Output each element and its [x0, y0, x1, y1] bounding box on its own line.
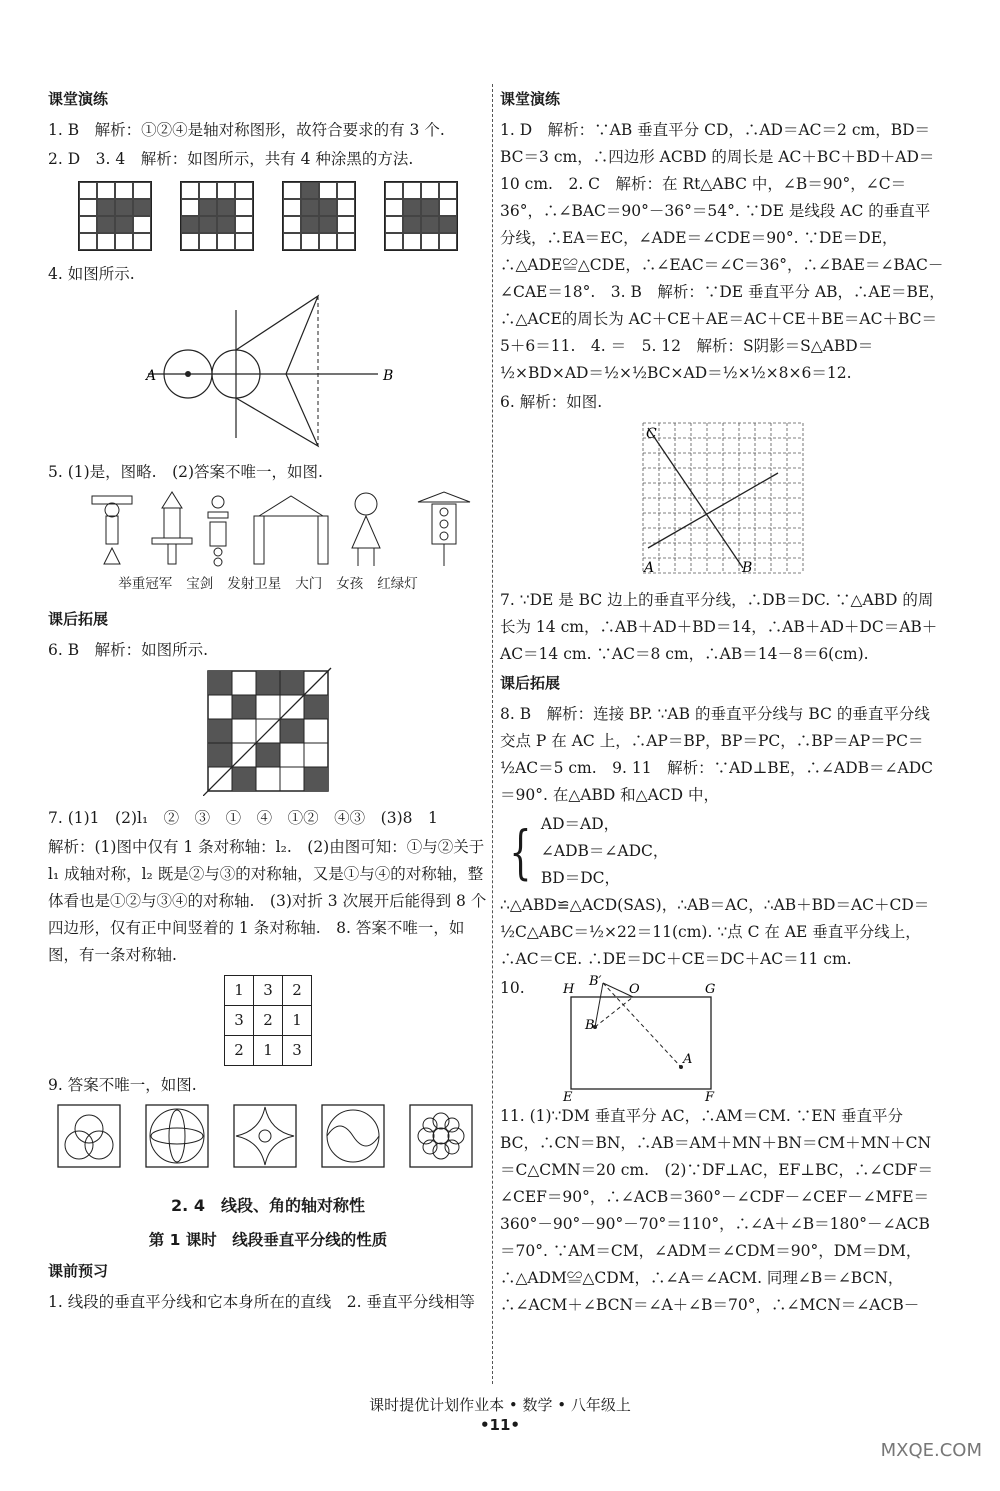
answer-1: 1. B 解析：①②④是轴对称图形，故符合要求的有 3 个. [48, 121, 445, 139]
rect-label-h: H [562, 982, 574, 997]
grid-4 [384, 181, 458, 251]
lesson-title: 第 1 课时 线段垂直平分线的性质 [148, 1231, 388, 1249]
icon-label-2: 宝剑 [186, 576, 214, 592]
right-column [500, 84, 945, 1321]
icon-label-1: 举重冠军 [118, 576, 173, 592]
grid-1 [78, 181, 152, 251]
eq-3: BD＝DC， [540, 869, 621, 887]
symmetric-icons-figure [48, 488, 488, 568]
cell: 2 [254, 1006, 283, 1036]
eq-1: AD＝AD， [540, 815, 620, 833]
cell: 3 [225, 1006, 254, 1036]
rect-label-a: A [682, 1052, 693, 1067]
icon-label-5: 女孩 [336, 576, 364, 592]
answer-9: 9. 答案不唯一，如图. [48, 1076, 197, 1094]
grid-label-a: A [643, 560, 654, 576]
grid-2 [180, 181, 254, 251]
cell: 3 [254, 976, 283, 1006]
checker-figure [48, 666, 488, 805]
preview-answers: 1. 线段的垂直平分线和它本身所在的直线 2. 垂直平分线相等 [48, 1293, 475, 1311]
eq-2: ∠ADB＝∠ADC， [540, 842, 669, 860]
heading-classroom-right: 课堂演练 [500, 90, 561, 108]
watermark: MXQE.COM [880, 1440, 982, 1461]
heading-extension: 课后拓展 [48, 610, 109, 628]
answer-9-cont: ∴△ABD≌△ACD(SAS)，∴AB＝AC，∴AB＋BD＝AC＋CD＝½C△ABC＝½×22＝11(cm). ∵点 C 在 AE 垂直平分线上，∴AC＝CE. ∴DE＝DC＋CE＝DC＋AC＝11 cm. [500, 896, 930, 968]
q10-label: 10. [500, 979, 525, 997]
icon-label-6: 红绿灯 [377, 576, 418, 592]
cell: 1 [254, 1036, 283, 1066]
heading-extension-right: 课后拓展 [500, 674, 561, 692]
cell: 2 [225, 1036, 254, 1066]
answer-7: 7. (1)1 (2)l₁ ② ③ ① ④ ①② ④③ (3)8 1 [48, 809, 438, 827]
section-title: 2. 4 线段、角的轴对称性 [171, 1196, 365, 1215]
left-column [48, 84, 488, 1318]
answer-7-explain: 解析：(1)图中仅有 1 条对称轴：l₂. (2)由图可知：①与②关于 l₁ 成轴对称，l₂ 既是②与③的对称轴，又是①与④的对称轴，整体看也是①②与③④的对称轴. (3)对折 3 次展开后能得到 8 个四边形，仅有正中间竖着的 1 条对称轴. 8. 答案不唯一，如图，有一条对称轴. [48, 838, 487, 964]
column-divider [492, 84, 493, 1384]
page-number: •11• [479, 1416, 521, 1434]
icon-labels [48, 571, 488, 598]
brace: { [509, 817, 532, 886]
page-footer: 课时提优计划作业本 • 数学 • 八年级上 [369, 1396, 631, 1414]
checker-svg [203, 666, 333, 796]
answer-6: 6. B 解析：如图所示. [48, 641, 209, 659]
equation-system [500, 811, 945, 892]
number-grid [224, 975, 312, 1066]
answers-1-5: 1. D 解析：∵AB 垂直平分 CD，∴AD＝AC＝2 cm，BD＝BC＝3 cm，∴四边形 ACBD 的周长是 AC＋BC＋BD＋AD＝10 cm. 2. C 解析：在 Rt△ABC 中，∠B＝90°，∠C＝36°，∴∠BAC＝90°－36°＝54°. ∵DE 是线段 AC 的垂直平分线，∴EA＝EC，∠ADE＝∠CDE＝90°. ∵DE＝DE，∴△ADE≌△CDE，∴∠EAC＝∠C＝36°，∴∠BAE＝∠BAC－∠CAE＝18°. 3. B 解析：∵DE 垂直平分 AB，∴AE＝BE，∴△ACE的周长为 AC＋CE＋AE＝AC＋CE＋BE＝AC＋BC＝5＋6＝11. 4. ＝ 5. 12 解析：S阴影＝S△ABD＝½×BD×AD＝½×½BC×AD＝½×½×8×6＝12. [500, 121, 945, 382]
answers-8-9: 8. B 解析：连接 BP. ∵AB 的垂直平分线与 BC 的垂直平分线交点 P 在 AC 上，∴AP＝BP，BP＝PC，∴BP＝AP＝PC＝½AC＝5 cm. 9. 11 解析：∵AD⊥BE，∴∠ADB＝∠ADC＝90°. 在△ABD 和△ACD 中， [500, 705, 933, 804]
answer-2-3: 2. D 3. 4 解析：如图所示，共有 4 种涂黑的方法. [48, 150, 414, 168]
answer-7-right: 7. ∵DE 是 BC 边上的垂直平分线，∴DB＝DC. ∵△ABD 的周长为 14 cm，∴AB＋AD＋BD＝14，∴AB＋AD＋DC＝AB＋AC＝14 cm. ∵AC＝8 cm，∴AB＝14－8＝6(cm). [500, 591, 938, 663]
svg-text:A: A [146, 368, 157, 384]
answer-6-right: 6. 解析：如图. [500, 393, 603, 411]
rectangle-figure [533, 975, 733, 1103]
number-grid-figure [48, 975, 488, 1066]
grid-3 [282, 181, 356, 251]
icon-label-3: 发射卫星 [227, 576, 282, 592]
cell: 1 [225, 976, 254, 1006]
rect-label-f: F [704, 1090, 714, 1103]
heading-preview: 课前预习 [48, 1262, 109, 1280]
dashed-grid-figure [500, 418, 945, 587]
dashed-grid-svg [638, 418, 808, 578]
rect-label-g: G [704, 982, 716, 997]
pattern-figures [48, 1101, 488, 1171]
rect-label-b1: B′ [588, 975, 602, 989]
heading-classroom: 课堂演练 [48, 90, 109, 108]
rect-label-e: E [562, 1090, 573, 1103]
icon-label-4: 大门 [295, 576, 323, 592]
answer-10 [500, 975, 945, 1103]
rect-label-b: B [584, 1018, 595, 1033]
answer-5: 5. (1)是，图略. (2)答案不唯一，如图. [48, 463, 323, 481]
answer-4: 4. 如图所示. [48, 265, 135, 283]
shading-grids [48, 181, 488, 251]
cell: 2 [283, 976, 312, 1006]
grid-label-b: B [741, 560, 752, 576]
cell: 1 [283, 1006, 312, 1036]
grid-label-c: C [645, 426, 657, 442]
cell: 3 [283, 1036, 312, 1066]
answer-11: 11. (1)∵DM 垂直平分 AC，∴AM＝CM. ∵EN 垂直平分 BC，∴CN＝BN，∴AB＝AM＋MN＋BN＝CM＋MN＋CN＝C△CMN＝20 cm. (2)∵DF⊥AC，EF⊥BC，∴∠CDF＝∠CEF＝90°，∴∠ACB＝360°－∠CDF－∠CEF－∠MFE＝360°－90°－90°－70°＝110°，∴∠A＋∠B＝180°－∠ACB＝70°. ∵AM＝CM，∠ADM＝∠CDM＝90°，DM＝DM，∴△ADM≌△CDM，∴∠A＝∠ACM. 同理∠B＝∠BCN，∴∠ACM＋∠BCN＝∠A＋∠B＝70°，∴∠MCN＝∠ACB－ [500, 1107, 934, 1314]
rect-label-o: O [628, 982, 640, 997]
circle-construction-figure [48, 290, 488, 450]
svg-text:B: B [383, 368, 394, 384]
